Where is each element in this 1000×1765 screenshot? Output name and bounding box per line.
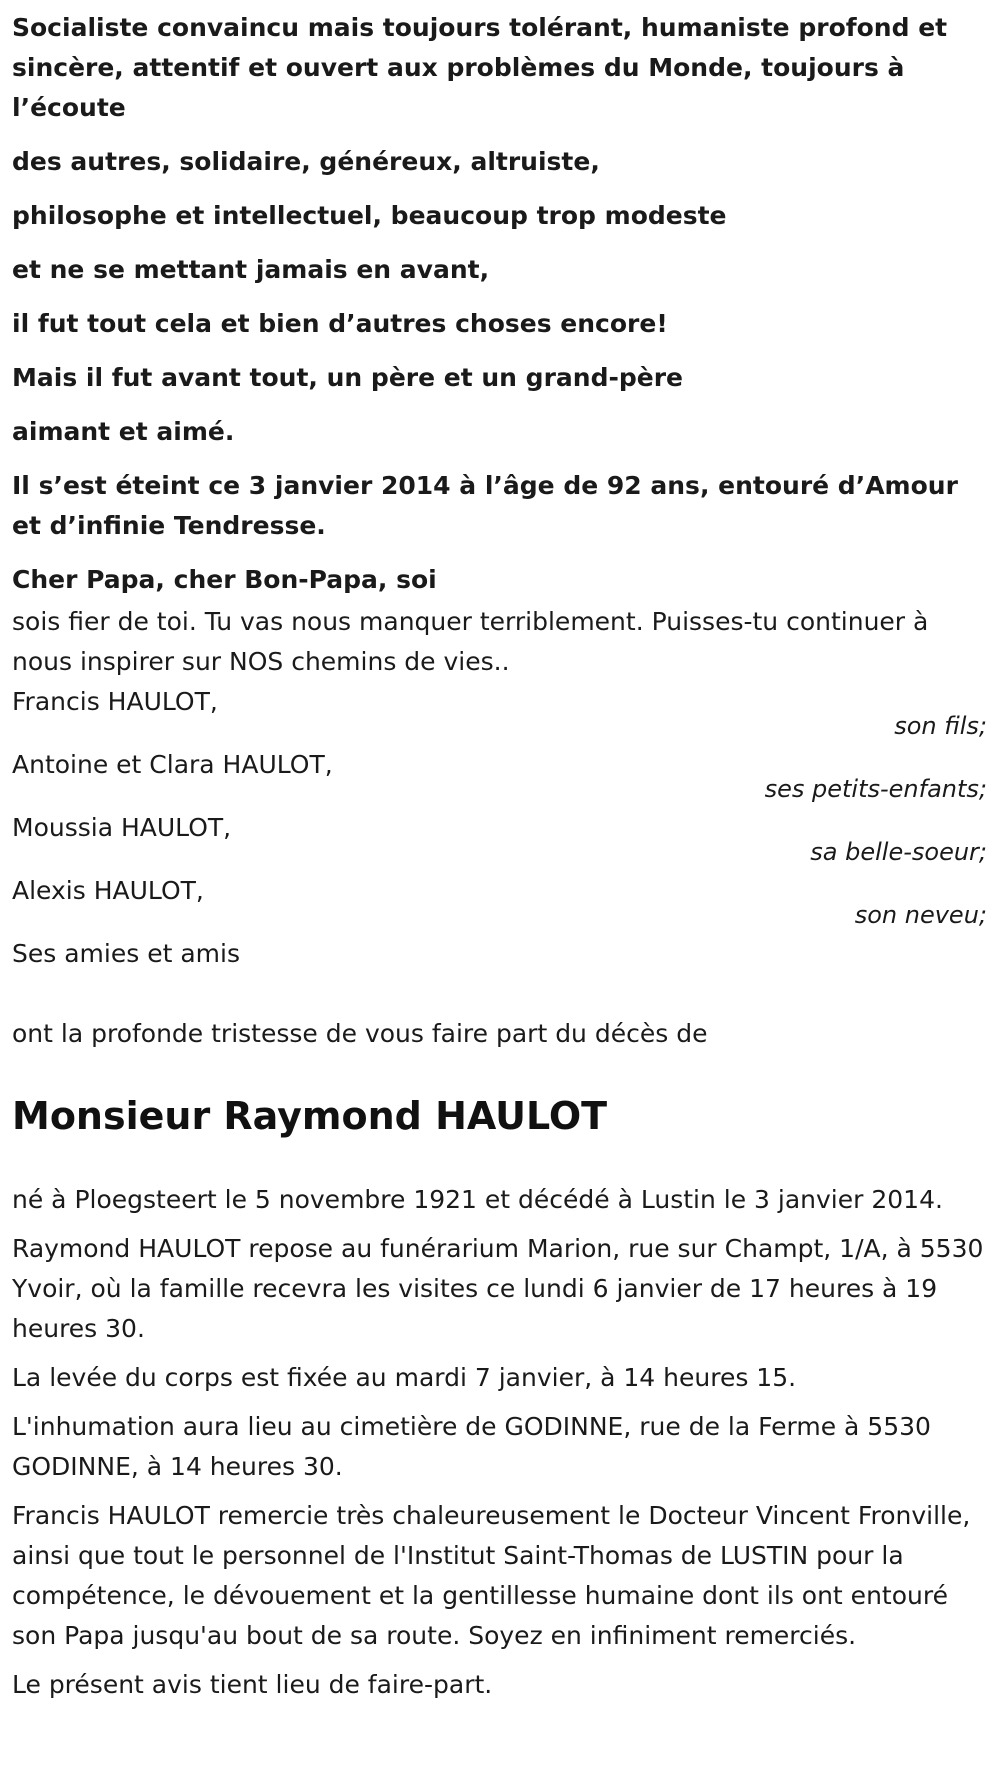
detail-paragraph: Francis HAULOT remercie très chaleureusement le Docteur Vincent Fronville, ainsi que tout le personnel de l'Institut Saint-Thomas de LUSTIN pour la compétence, le dévouement et la gentillesse humaine dont ils ont entouré son Papa jusqu'au bout de sa route. Soyez en infiniment remerciés. <box>12 1501 971 1650</box>
tribute-line: philosophe et intellectuel, beaucoup trop modeste <box>12 201 727 230</box>
family-member-role: son fils; <box>894 712 987 740</box>
detail-paragraph: L'inhumation aura lieu au cimetière de GODINNE, rue de la Ferme à 5530 GODINNE, à 14 heures 30. <box>12 1412 931 1481</box>
family-member-name: Moussia HAULOT, <box>12 813 232 842</box>
family-member <box>12 745 987 808</box>
family-member <box>12 871 987 934</box>
detail-paragraph: Raymond HAULOT repose au funérarium Marion, rue sur Champt, 1/A, à 5530 Yvoir, où la famille recevra les visites ce lundi 6 janvier de 17 heures à 19 heures 30. <box>12 1234 984 1343</box>
funeral-details <box>12 1180 987 1714</box>
family-member-name: Alexis HAULOT, <box>12 876 204 905</box>
tribute-continuation: sois fier de toi. Tu vas nous manquer terriblement. Puisses-tu continuer à nous inspirer sur NOS chemins de vies.. <box>12 607 929 676</box>
tribute-line: il fut tout cela et bien d’autres choses encore! <box>12 309 668 338</box>
tribute-line: Il s’est éteint ce 3 janvier 2014 à l’âge de 92 ans, entouré d’Amour et d’infinie Tendresse. <box>12 471 958 540</box>
tribute-line: des autres, solidaire, généreux, altruiste, <box>12 147 600 176</box>
friends-line: Ses amies et amis <box>12 939 240 968</box>
family-member <box>12 808 987 871</box>
family-member-role: sa belle-soeur; <box>810 838 987 866</box>
tribute-section <box>12 8 987 614</box>
family-list <box>12 682 987 934</box>
tribute-line: aimant et aimé. <box>12 417 235 446</box>
family-member-role: son neveu; <box>854 901 987 929</box>
detail-paragraph: né à Ploegsteert le 5 novembre 1921 et décédé à Lustin le 3 janvier 2014. <box>12 1185 943 1214</box>
tribute-line: et ne se mettant jamais en avant, <box>12 255 490 284</box>
family-member-name: Francis HAULOT, <box>12 687 218 716</box>
family-member <box>12 682 987 745</box>
announcement-text: ont la profonde tristesse de vous faire part du décès de <box>12 1019 708 1048</box>
tribute-line: Socialiste convaincu mais toujours tolérant, humaniste profond et sincère, attentif et ouvert aux problèmes du Monde, toujours à l’écoute <box>12 13 948 122</box>
detail-paragraph: Le présent avis tient lieu de faire-part. <box>12 1670 493 1699</box>
detail-paragraph: La levée du corps est fixée au mardi 7 janvier, à 14 heures 15. <box>12 1363 797 1392</box>
tribute-line: Mais il fut avant tout, un père et un grand-père <box>12 363 683 392</box>
family-member-name: Antoine et Clara HAULOT, <box>12 750 333 779</box>
deceased-name-heading: Monsieur Raymond HAULOT <box>12 1094 608 1138</box>
tribute-line: Cher Papa, cher Bon-Papa, soi <box>12 565 437 594</box>
family-member-role: ses petits-enfants; <box>764 775 987 803</box>
